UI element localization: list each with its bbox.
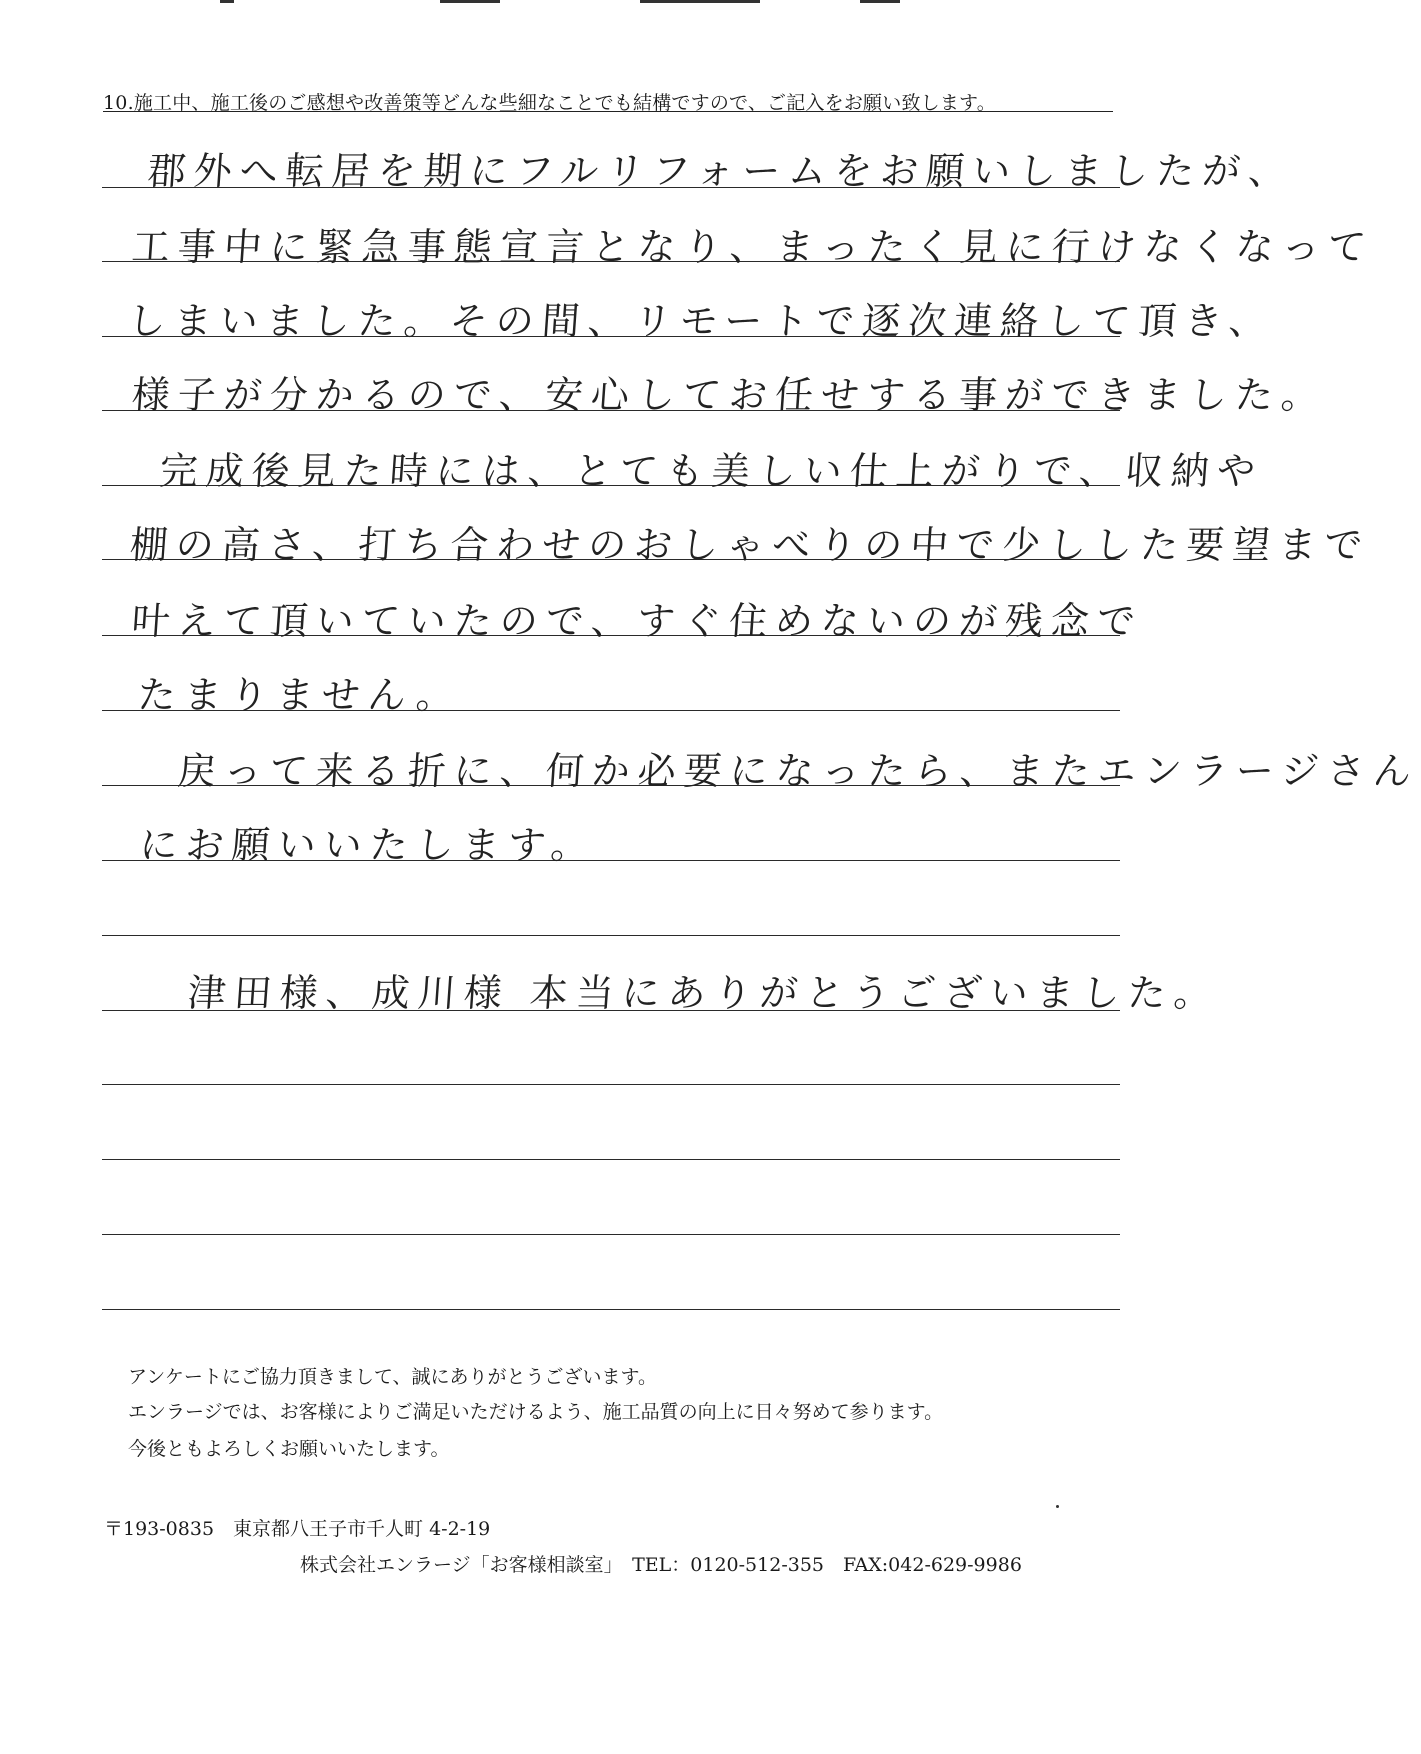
handwritten-line: しまいました。その間、リモートで逐次連絡して頂き、 (126, 299, 1277, 343)
scan-mark (860, 0, 900, 3)
closing-text: 今後ともよろしくお願いいたします。 (128, 1438, 450, 1460)
scan-mark (640, 0, 760, 3)
ruled-line (102, 935, 1120, 936)
scan-mark (440, 0, 500, 3)
handwritten-line: 様子が分かるので、安心してお任せする事ができました。 (130, 373, 1329, 417)
closing-text: アンケートにご協力頂きまして、誠にありがとうございます。 (128, 1366, 657, 1388)
handwritten-line: 郡外へ転居を期にフルリフォームをお願いしましたが、 (146, 149, 1296, 193)
handwritten-line: たまりません。 (136, 673, 464, 717)
handwritten-line: 戻って来る折に、何か必要になったら、またエンラージさん (176, 749, 1421, 793)
address: 〒193-0835 東京都八王子市千人町 4-2-19 (104, 1518, 491, 1540)
scan-dot (1056, 1505, 1059, 1508)
scan-mark (220, 0, 234, 3)
handwritten-line: 津田様、成川様 本当にありがとうございました。 (186, 971, 1222, 1015)
closing-text: エンラージでは、お客様によりご満足いただけるよう、施工品質の向上に日々努めて参ります。 (128, 1401, 944, 1423)
ruled-line (102, 1309, 1120, 1310)
ruled-line (102, 1234, 1120, 1235)
handwritten-line: にお願いいたします。 (138, 823, 599, 867)
question-text: 10.施工中、施工後のご感想や改善策等どんな些細なことでも結構ですので、ご記入をお願い致します。 (103, 92, 996, 114)
company-contact: 株式会社エンラージ「お客様相談室」 TEL：0120-512-355 FAX:042-629-9986 (300, 1554, 1022, 1576)
handwritten-line: 棚の高さ、打ち合わせのおしゃべりの中で少しした要望まで (128, 523, 1372, 567)
ruled-line (102, 1159, 1120, 1160)
handwritten-line: 完成後見た時には、とても美しい仕上がりで、収納や (158, 449, 1265, 493)
handwritten-line: 叶えて頂いていたので、すぐ住めないのが残念で (130, 599, 1145, 643)
question-underline (103, 111, 1113, 112)
handwritten-line: 工事中に緊急事態宣言となり、まったく見に行けなくなって (130, 225, 1376, 269)
ruled-line (102, 1084, 1120, 1085)
